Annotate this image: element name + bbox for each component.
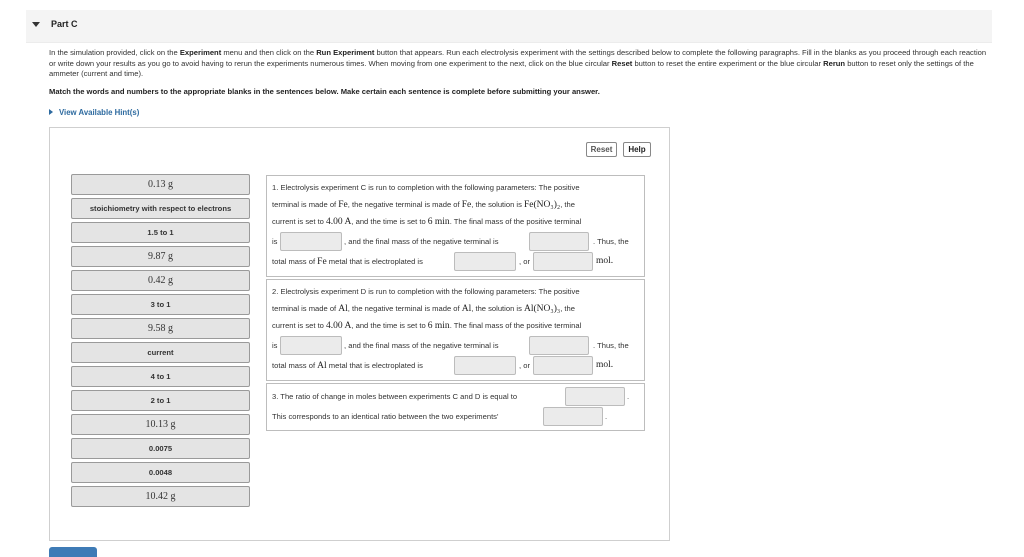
q1-blank-moles[interactable]: [533, 252, 593, 271]
q1-or-label: , or: [519, 257, 530, 266]
q2-thus-label: . Thus, the: [593, 341, 629, 350]
help-button[interactable]: Help: [623, 142, 651, 157]
q2-blank-positive-mass[interactable]: [280, 336, 342, 355]
q2-is-label: is: [272, 341, 278, 350]
q3-blank-ratio[interactable]: [565, 387, 625, 406]
q1-negative-label: , and the final mass of the negative terminal is: [344, 237, 499, 246]
q1-total-label: total mass of Fe metal that is electroplated is: [272, 257, 423, 267]
q3-blank-property[interactable]: [543, 407, 603, 426]
instruction-text: Match the words and numbers to the appropriate blanks in the sentences below. Make certain each sentence is complete before submitting your answer.: [49, 87, 600, 96]
answer-tile[interactable]: 4 to 1: [71, 366, 250, 387]
q1-mol-label: mol.: [596, 256, 614, 266]
collapse-caret-icon[interactable]: [32, 22, 40, 27]
answer-tile[interactable]: 0.42 g: [71, 270, 250, 291]
drag-drop-panel: [49, 127, 670, 541]
answer-tile[interactable]: 0.0048: [71, 462, 250, 483]
view-hints-link[interactable]: View Available Hint(s): [49, 108, 139, 117]
answer-tile[interactable]: 9.87 g: [71, 246, 250, 267]
question-1-box: [266, 175, 645, 277]
q1-blank-positive-mass[interactable]: [280, 232, 342, 251]
answer-tile[interactable]: current: [71, 342, 250, 363]
q3-line-1: 3. The ratio of change in moles between experiments C and D is equal to: [272, 392, 518, 401]
part-header[interactable]: [26, 10, 992, 43]
q1-blank-negative-mass[interactable]: [529, 232, 589, 251]
q2-blank-total-mass[interactable]: [454, 356, 516, 375]
intro-paragraph: In the simulation provided, click on the Experiment menu and then click on the Run Experiment button that appears. Run each electrolysis experiment with the settings described below to complete the following paragraphs. Fill in the blanks as you proceed through each reaction or write down your results as you go to avoid having to rerun the experiments numerous times. When moving from one experiment to the next, click on the blue circular Reset button to reset the entire experiment or the blue circular Rerun button to reset only the settings of the ammeter (current and time).: [49, 48, 987, 78]
q2-line-3: current is set to 4.00 A, and the time is set to 6 min. The final mass of the positive terminal: [272, 321, 582, 331]
part-title: Part C: [51, 19, 78, 29]
expand-triangle-icon: [49, 109, 53, 115]
q3-period-1: .: [627, 392, 630, 401]
reset-button[interactable]: Reset: [586, 142, 617, 157]
q2-blank-negative-mass[interactable]: [529, 336, 589, 355]
q2-mol-label: mol.: [596, 360, 614, 370]
answer-tile[interactable]: 10.13 g: [71, 414, 250, 435]
answer-tile[interactable]: 0.13 g: [71, 174, 250, 195]
q2-or-label: , or: [519, 361, 530, 370]
answer-tile[interactable]: 10.42 g: [71, 486, 250, 507]
q2-line-2: terminal is made of Al, the negative terminal is made of Al, the solution is Al(NO₃)₃, the: [272, 304, 575, 314]
q1-thus-label: . Thus, the: [593, 237, 629, 246]
question-2-box: [266, 279, 645, 381]
q1-line-3: current is set to 4.00 A, and the time is set to 6 min. The final mass of the positive terminal: [272, 217, 582, 227]
answer-tile[interactable]: 9.58 g: [71, 318, 250, 339]
q2-negative-label: , and the final mass of the negative terminal is: [344, 341, 499, 350]
answer-tile[interactable]: stoichiometry with respect to electrons: [71, 198, 250, 219]
question-3-box: [266, 383, 645, 431]
q2-total-label: total mass of Al metal that is electroplated is: [272, 361, 423, 371]
answer-tile[interactable]: 3 to 1: [71, 294, 250, 315]
answer-tile[interactable]: 1.5 to 1: [71, 222, 250, 243]
q1-line-2: terminal is made of Fe, the negative terminal is made of Fe, the solution is Fe(NO₃)₂, the: [272, 200, 575, 210]
answer-tile[interactable]: 0.0075: [71, 438, 250, 459]
q3-period-2: .: [605, 412, 608, 421]
q2-line-1: 2. Electrolysis experiment D is run to completion with the following parameters: The positive: [272, 287, 580, 296]
q1-is-label: is: [272, 237, 278, 246]
q1-line-1: 1. Electrolysis experiment C is run to completion with the following parameters: The positive: [272, 183, 580, 192]
q2-blank-moles[interactable]: [533, 356, 593, 375]
q1-blank-total-mass[interactable]: [454, 252, 516, 271]
answer-tile[interactable]: 2 to 1: [71, 390, 250, 411]
q3-line-2: This corresponds to an identical ratio between the two experiments': [272, 412, 499, 421]
submit-button[interactable]: [49, 547, 97, 557]
